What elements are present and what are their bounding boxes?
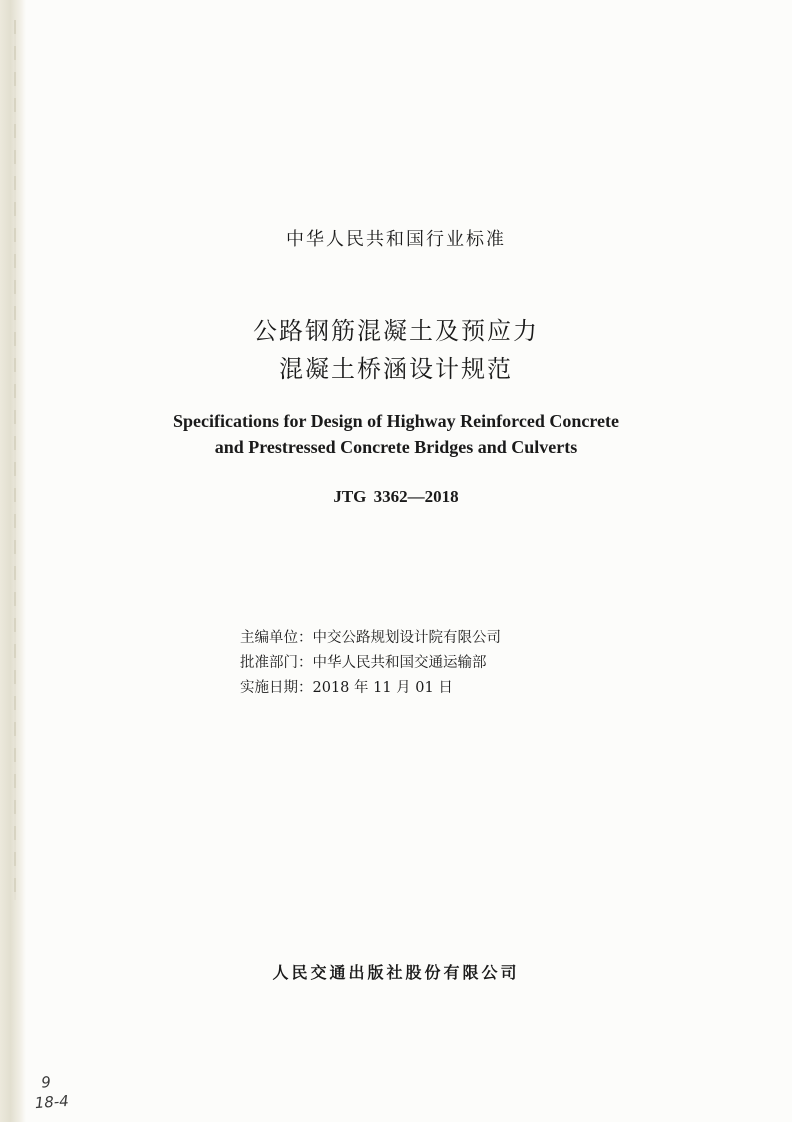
chinese-title-line-2: 混凝土桥涵设计规范 [279,355,513,383]
standard-organization: 中华人民共和国行业标准 [286,229,506,250]
binding-stitch [14,20,16,900]
handwritten-note [33,1071,70,1113]
handwritten-note-line-1: 9 [40,1073,52,1092]
chief-editor-unit: 主编单位：中交公路规划设计院有限公司 [240,630,501,646]
english-title-line-2: and Prestressed Concrete Bridges and Culverts [214,437,578,457]
approving-department: 批准部门：中华人民共和国交通运输部 [240,655,487,671]
publication-info [240,626,501,701]
english-title-line-1: Specifications for Design of Highway Reinforced Concrete [173,411,619,431]
handwritten-note-line-2: 18-4 [34,1091,70,1113]
effective-date: 实施日期：2018 年 11 月 01 日 [240,680,453,696]
publisher-name: 人民交通出版社股份有限公司 [272,963,520,982]
binding-edge [0,0,26,1122]
standard-code: JTG 3362—2018 [333,487,459,506]
chinese-title-line-1: 公路钢筋混凝土及预应力 [253,317,539,345]
